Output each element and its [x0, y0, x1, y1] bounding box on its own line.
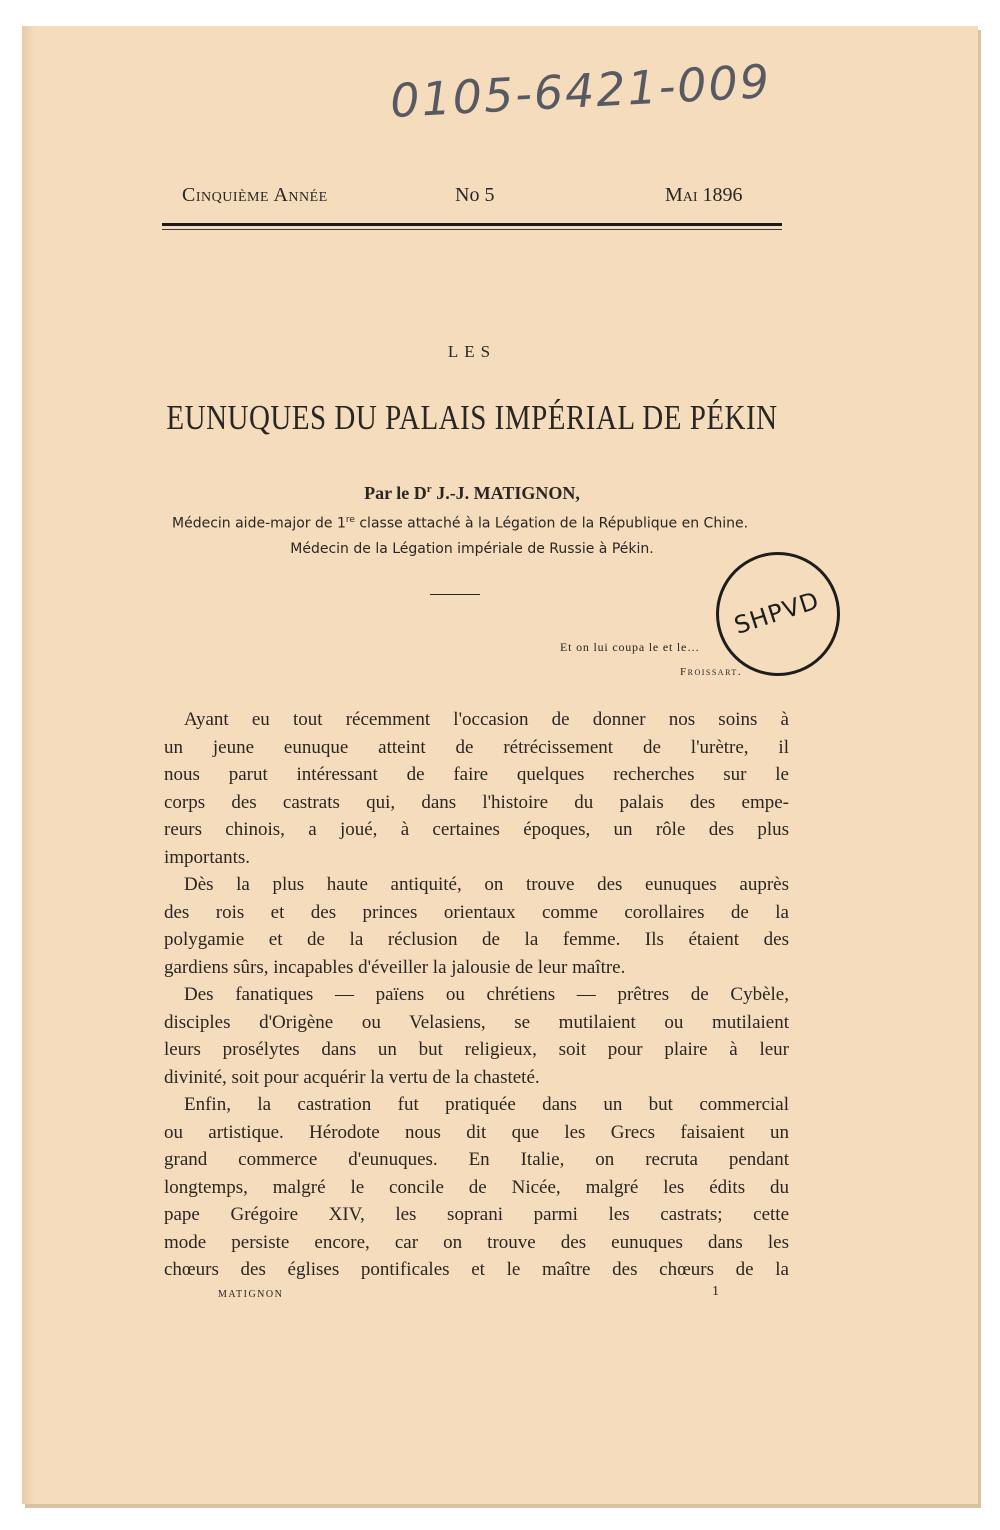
header-rule-thin	[162, 229, 782, 230]
body-line: polygamie et de la réclusion de la femme. Ils étaient des	[164, 929, 789, 950]
body-line: Des fanatiques — païens ou chrétiens — prêtres de Cybèle,	[184, 984, 789, 1005]
author-line	[162, 483, 782, 504]
epigraph-source: Froissart.	[680, 666, 743, 678]
body-line: nous parut intéressant de faire quelques recherches sur le	[164, 764, 789, 785]
section-separator	[430, 594, 480, 595]
affiliation-1	[172, 515, 812, 532]
body-line: Dès la plus haute antiquité, on trouve des eunuques auprès	[184, 874, 789, 895]
header-issue-number: No 5	[455, 184, 495, 206]
author-prefix: Par le D	[364, 483, 427, 503]
header-rule	[162, 223, 782, 226]
pre-title: LES	[447, 342, 497, 361]
body-line: reurs chinois, a joué, à certaines époques, un rôle des plus	[164, 819, 789, 840]
body-line: corps des castrats qui, dans l'histoire du palais des empe-	[164, 791, 789, 813]
body-line: Ayant eu tout récemment l'occasion de donner nos soins à	[184, 709, 789, 730]
epigraph: Et on lui coupa le et le…	[560, 640, 700, 654]
document-page	[22, 26, 978, 1504]
page-edge-shading	[22, 26, 34, 1504]
body-line: mode persiste encore, car on trouve des eunuques dans les	[164, 1231, 789, 1253]
affiliation-1-part-b: classe attaché à la Légation de la République en Chine.	[354, 515, 749, 532]
running-header	[162, 184, 782, 214]
author-name: J.-J. MATIGNON,	[431, 483, 580, 503]
body-line: disciples d'Origène ou Velasiens, se mutilaient ou mutilaient	[164, 1011, 789, 1033]
library-stamp	[716, 552, 840, 676]
stamp-text: SHPVD	[730, 586, 823, 640]
body-line: pape Grégoire XIV, les soprani parmi les castrats; cette	[164, 1204, 789, 1225]
handwritten-shelfmark: 0105-6421-009	[388, 54, 773, 128]
footer-page-number: 1	[712, 1284, 719, 1299]
header-date: Mai 1896	[665, 184, 743, 206]
body-line: gardiens sûrs, incapables d'éveiller la jalousie de leur maître.	[164, 956, 626, 978]
body-line: importants.	[164, 846, 251, 868]
author-prefix-sup: r	[426, 483, 432, 495]
body-line: un jeune eunuque atteint de rétrécissement de l'urètre, il	[164, 736, 789, 758]
affiliation-1-part-a: Médecin aide-major de 1	[172, 515, 346, 532]
affiliation-1-sup: re	[345, 515, 355, 525]
header-year: Cinquième Année	[182, 184, 328, 206]
body-line: grand commerce d'eunuques. En Italie, on recruta pendant	[164, 1149, 789, 1170]
article-title: EUNUQUES DU PALAIS IMPÉRIAL DE PÉKIN	[166, 398, 778, 438]
body-text	[164, 706, 789, 1284]
body-line: chœurs des églises pontificales et le maître des chœurs de la	[164, 1259, 789, 1280]
footer-signature: MATIGNON	[218, 1289, 284, 1300]
body-line: leurs prosélytes dans un but religieux, soit pour plaire à leur	[164, 1039, 789, 1060]
body-line: des rois et des princes orientaux comme corollaires de la	[164, 901, 789, 923]
body-line: Enfin, la castration fut pratiquée dans un but commercial	[184, 1094, 789, 1115]
affiliation-2: Médecin de la Légation impériale de Russie à Pékin.	[290, 541, 654, 557]
body-line: ou artistique. Hérodote nous dit que les Grecs faisaient un	[164, 1121, 789, 1143]
body-line: divinité, soit pour acquérir la vertu de la chasteté.	[164, 1066, 540, 1088]
body-line: longtemps, malgré le concile de Nicée, malgré les édits du	[164, 1176, 789, 1198]
